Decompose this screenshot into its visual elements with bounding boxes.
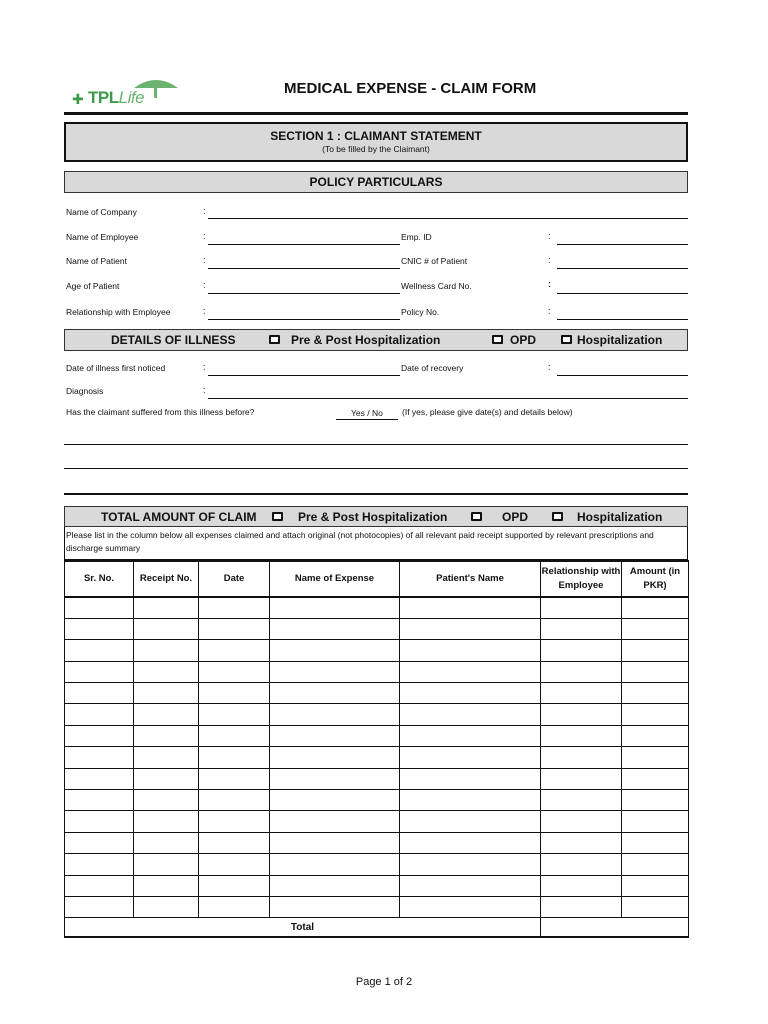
details-line-1[interactable] (64, 444, 688, 445)
table-cell[interactable] (400, 683, 541, 704)
checkbox-illness-prepost[interactable] (269, 335, 280, 344)
table-cell[interactable] (134, 704, 199, 725)
illness-option-prepost: Pre & Post Hospitalization (291, 333, 441, 347)
table-row (65, 896, 689, 917)
table-cell[interactable] (400, 704, 541, 725)
table-cell[interactable] (199, 683, 270, 704)
table-cell[interactable] (541, 747, 622, 768)
illness-option-hospitalization: Hospitalization (577, 333, 663, 347)
table-cell[interactable] (199, 790, 270, 811)
table-cell[interactable] (270, 896, 400, 917)
table-cell[interactable] (541, 875, 622, 896)
date-recovery-field[interactable] (557, 375, 688, 376)
table-cell[interactable] (400, 854, 541, 875)
label-illness-question: Has the claimant suffered from this illness before? (66, 407, 255, 417)
table-cell[interactable] (65, 704, 134, 725)
table-cell[interactable] (541, 832, 622, 853)
policy-no-field[interactable] (557, 319, 688, 320)
table-cell[interactable] (65, 661, 134, 682)
table-cell[interactable] (199, 747, 270, 768)
table-cell[interactable] (400, 811, 541, 832)
policy-particulars-heading: POLICY PARTICULARS (64, 171, 688, 193)
date-noticed-field[interactable] (208, 375, 400, 376)
table-cell[interactable] (199, 725, 270, 746)
table-cell[interactable] (270, 790, 400, 811)
patient-field[interactable] (208, 268, 400, 269)
table-cell[interactable] (134, 896, 199, 917)
table-cell[interactable] (199, 768, 270, 789)
table-cell[interactable] (65, 725, 134, 746)
table-cell[interactable] (622, 640, 689, 661)
table-cell[interactable] (622, 768, 689, 789)
label-emp-id: Emp. ID (401, 232, 432, 242)
age-field[interactable] (208, 293, 400, 294)
table-row (65, 811, 689, 832)
table-row (65, 661, 689, 682)
table-cell[interactable] (400, 875, 541, 896)
total-label: Total (65, 918, 541, 938)
label-policy-no: Policy No. (401, 307, 440, 317)
section1-title: SECTION 1 : CLAIMANT STATEMENT (270, 129, 482, 143)
table-cell[interactable] (622, 811, 689, 832)
table-cell[interactable] (622, 875, 689, 896)
section1-subtitle: (To be filled by the Claimant) (322, 144, 430, 154)
table-row (65, 875, 689, 896)
table-cell[interactable] (622, 747, 689, 768)
form-title: MEDICAL EXPENSE - CLAIM FORM (284, 80, 537, 97)
table-cell[interactable] (134, 597, 199, 618)
table-cell[interactable] (622, 896, 689, 917)
table-cell[interactable] (199, 811, 270, 832)
label-date-noticed: Date of illness first noticed (66, 363, 166, 373)
checkbox-illness-opd[interactable] (492, 335, 503, 344)
table-cell[interactable] (65, 790, 134, 811)
table-cell[interactable] (134, 618, 199, 639)
table-cell[interactable] (541, 704, 622, 725)
colon: : (548, 279, 551, 289)
table-cell[interactable] (541, 768, 622, 789)
table-cell[interactable] (622, 618, 689, 639)
col-expense-name: Name of Expense (270, 561, 400, 597)
colon: : (548, 255, 551, 265)
table-cell[interactable] (199, 896, 270, 917)
table-cell[interactable] (541, 661, 622, 682)
claim-note: Please list in the column below all expenses claimed and attach original (not photocopies) of all relevant paid receipt supported by relevant prescriptions and discharge summary (66, 530, 654, 553)
colon: : (203, 362, 206, 372)
table-cell[interactable] (134, 854, 199, 875)
checkbox-claim-hospitalization[interactable] (552, 512, 563, 521)
colon: : (203, 231, 206, 241)
col-patient-name: Patient's Name (400, 561, 541, 597)
logo-plus-icon: ✚ (72, 91, 84, 107)
col-sr-no: Sr. No. (65, 561, 134, 597)
table-cell[interactable] (270, 725, 400, 746)
claim-option-hospitalization: Hospitalization (577, 510, 663, 524)
table-cell[interactable] (270, 597, 400, 618)
label-date-recovery: Date of recovery (401, 363, 464, 373)
table-cell[interactable] (199, 661, 270, 682)
table-cell[interactable] (134, 725, 199, 746)
label-cnic: CNIC # of Patient (401, 256, 468, 266)
table-cell[interactable] (622, 597, 689, 618)
table-cell[interactable] (65, 768, 134, 789)
label-relationship: Relationship with Employee (66, 307, 171, 317)
label-wellness: Wellness Card No. (401, 281, 472, 291)
label-patient: Name of Patient (66, 256, 127, 266)
logo-brand: TPL (88, 88, 119, 107)
section1-header (64, 122, 688, 162)
label-diagnosis: Diagnosis (66, 386, 104, 396)
table-cell[interactable] (134, 640, 199, 661)
colon: : (548, 231, 551, 241)
total-amount-cell[interactable] (541, 918, 689, 938)
table-cell[interactable] (541, 725, 622, 746)
table-cell[interactable] (270, 832, 400, 853)
illness-option-opd: OPD (510, 333, 537, 347)
table-cell[interactable] (199, 618, 270, 639)
colon: : (203, 306, 206, 316)
col-receipt-no: Receipt No. (134, 561, 199, 597)
tree-icon (130, 76, 182, 98)
table-row (65, 790, 689, 811)
table-cell[interactable] (134, 875, 199, 896)
table-cell[interactable] (134, 661, 199, 682)
claim-heading: TOTAL AMOUNT OF CLAIM (101, 510, 257, 524)
label-if-yes: (If yes, please give date(s) and details below) (402, 407, 573, 417)
illness-heading: DETAILS OF ILLNESS (111, 333, 236, 347)
details-line-3[interactable] (64, 493, 688, 495)
table-cell[interactable] (134, 811, 199, 832)
table-cell[interactable] (65, 747, 134, 768)
table-cell[interactable] (400, 725, 541, 746)
cnic-field[interactable] (557, 268, 688, 269)
table-row (65, 704, 689, 725)
title-divider (64, 112, 688, 115)
table-cell[interactable] (400, 790, 541, 811)
table-cell[interactable] (622, 704, 689, 725)
table-cell[interactable] (541, 597, 622, 618)
emp-id-field[interactable] (557, 244, 688, 245)
claim-option-prepost: Pre & Post Hospitalization (298, 510, 448, 524)
table-cell[interactable] (541, 640, 622, 661)
table-cell[interactable] (134, 747, 199, 768)
table-row (65, 832, 689, 853)
table-row (65, 747, 689, 768)
total-row (65, 918, 689, 938)
table-row (65, 854, 689, 875)
page-number: Page 1 of 2 (355, 976, 413, 988)
checkbox-claim-prepost[interactable] (272, 512, 283, 521)
table-cell[interactable] (622, 661, 689, 682)
table-cell[interactable] (270, 747, 400, 768)
table-cell[interactable] (65, 811, 134, 832)
table-cell[interactable] (622, 832, 689, 853)
table-cell[interactable] (134, 832, 199, 853)
wellness-field[interactable] (557, 293, 688, 294)
table-cell[interactable] (400, 640, 541, 661)
company-field[interactable] (208, 218, 688, 219)
table-cell[interactable] (541, 683, 622, 704)
colon: : (548, 306, 551, 316)
relationship-field[interactable] (208, 319, 400, 320)
label-company: Name of Company (66, 207, 137, 217)
colon: : (548, 362, 551, 372)
table-cell[interactable] (270, 704, 400, 725)
table-cell[interactable] (622, 854, 689, 875)
table-cell[interactable] (65, 640, 134, 661)
table-cell[interactable] (400, 661, 541, 682)
table-cell[interactable] (65, 832, 134, 853)
logo-life: Life (118, 88, 145, 107)
claim-option-opd: OPD (502, 510, 529, 524)
table-row (65, 768, 689, 789)
table-cell[interactable] (270, 811, 400, 832)
yes-no-underline (336, 419, 398, 420)
table-row (65, 640, 689, 661)
employee-field[interactable] (208, 244, 400, 245)
table-cell[interactable] (270, 854, 400, 875)
table-cell[interactable] (270, 683, 400, 704)
col-amount: Amount (in PKR) (622, 561, 689, 597)
colon: : (203, 385, 206, 395)
yes-no-option[interactable]: Yes / No (351, 408, 383, 418)
table-cell[interactable] (199, 597, 270, 618)
table-bottom-rule (64, 936, 688, 937)
colon: : (203, 206, 206, 216)
table-cell[interactable] (541, 618, 622, 639)
table-cell[interactable] (400, 618, 541, 639)
table-cell[interactable] (270, 875, 400, 896)
table-cell[interactable] (270, 661, 400, 682)
table-cell[interactable] (65, 854, 134, 875)
table-cell[interactable] (541, 854, 622, 875)
table-cell[interactable] (622, 683, 689, 704)
expense-table-wrapper (64, 560, 688, 938)
table-cell[interactable] (400, 597, 541, 618)
table-cell[interactable] (541, 790, 622, 811)
table-row (65, 597, 689, 618)
table-cell[interactable] (65, 896, 134, 917)
details-line-2[interactable] (64, 468, 688, 469)
table-cell[interactable] (134, 683, 199, 704)
table-cell[interactable] (65, 597, 134, 618)
table-cell[interactable] (400, 896, 541, 917)
table-cell[interactable] (541, 896, 622, 917)
company-logo (70, 76, 180, 110)
diagnosis-field[interactable] (208, 398, 688, 399)
table-cell[interactable] (65, 683, 134, 704)
table-cell[interactable] (65, 618, 134, 639)
table-cell[interactable] (199, 832, 270, 853)
checkbox-illness-hospitalization[interactable] (561, 335, 572, 344)
table-cell[interactable] (199, 640, 270, 661)
table-cell[interactable] (199, 875, 270, 896)
col-date: Date (199, 561, 270, 597)
table-cell[interactable] (199, 854, 270, 875)
expense-table (64, 560, 689, 938)
table-row (65, 618, 689, 639)
col-relationship: Relationship with Employee (541, 561, 622, 597)
table-header-row (65, 561, 689, 597)
table-cell[interactable] (400, 747, 541, 768)
claim-heading-bar (64, 506, 688, 527)
table-cell[interactable] (65, 875, 134, 896)
table-cell[interactable] (622, 790, 689, 811)
table-cell[interactable] (400, 768, 541, 789)
table-cell[interactable] (270, 768, 400, 789)
table-cell[interactable] (541, 811, 622, 832)
table-cell[interactable] (400, 832, 541, 853)
table-cell[interactable] (199, 704, 270, 725)
label-age: Age of Patient (66, 281, 120, 291)
table-cell[interactable] (270, 640, 400, 661)
colon: : (203, 280, 206, 290)
illness-heading-bar (64, 329, 688, 351)
table-cell[interactable] (622, 725, 689, 746)
checkbox-claim-opd[interactable] (471, 512, 482, 521)
table-cell[interactable] (270, 618, 400, 639)
table-row (65, 683, 689, 704)
table-cell[interactable] (134, 790, 199, 811)
label-employee: Name of Employee (66, 232, 139, 242)
table-cell[interactable] (134, 768, 199, 789)
table-row (65, 725, 689, 746)
colon: : (203, 255, 206, 265)
